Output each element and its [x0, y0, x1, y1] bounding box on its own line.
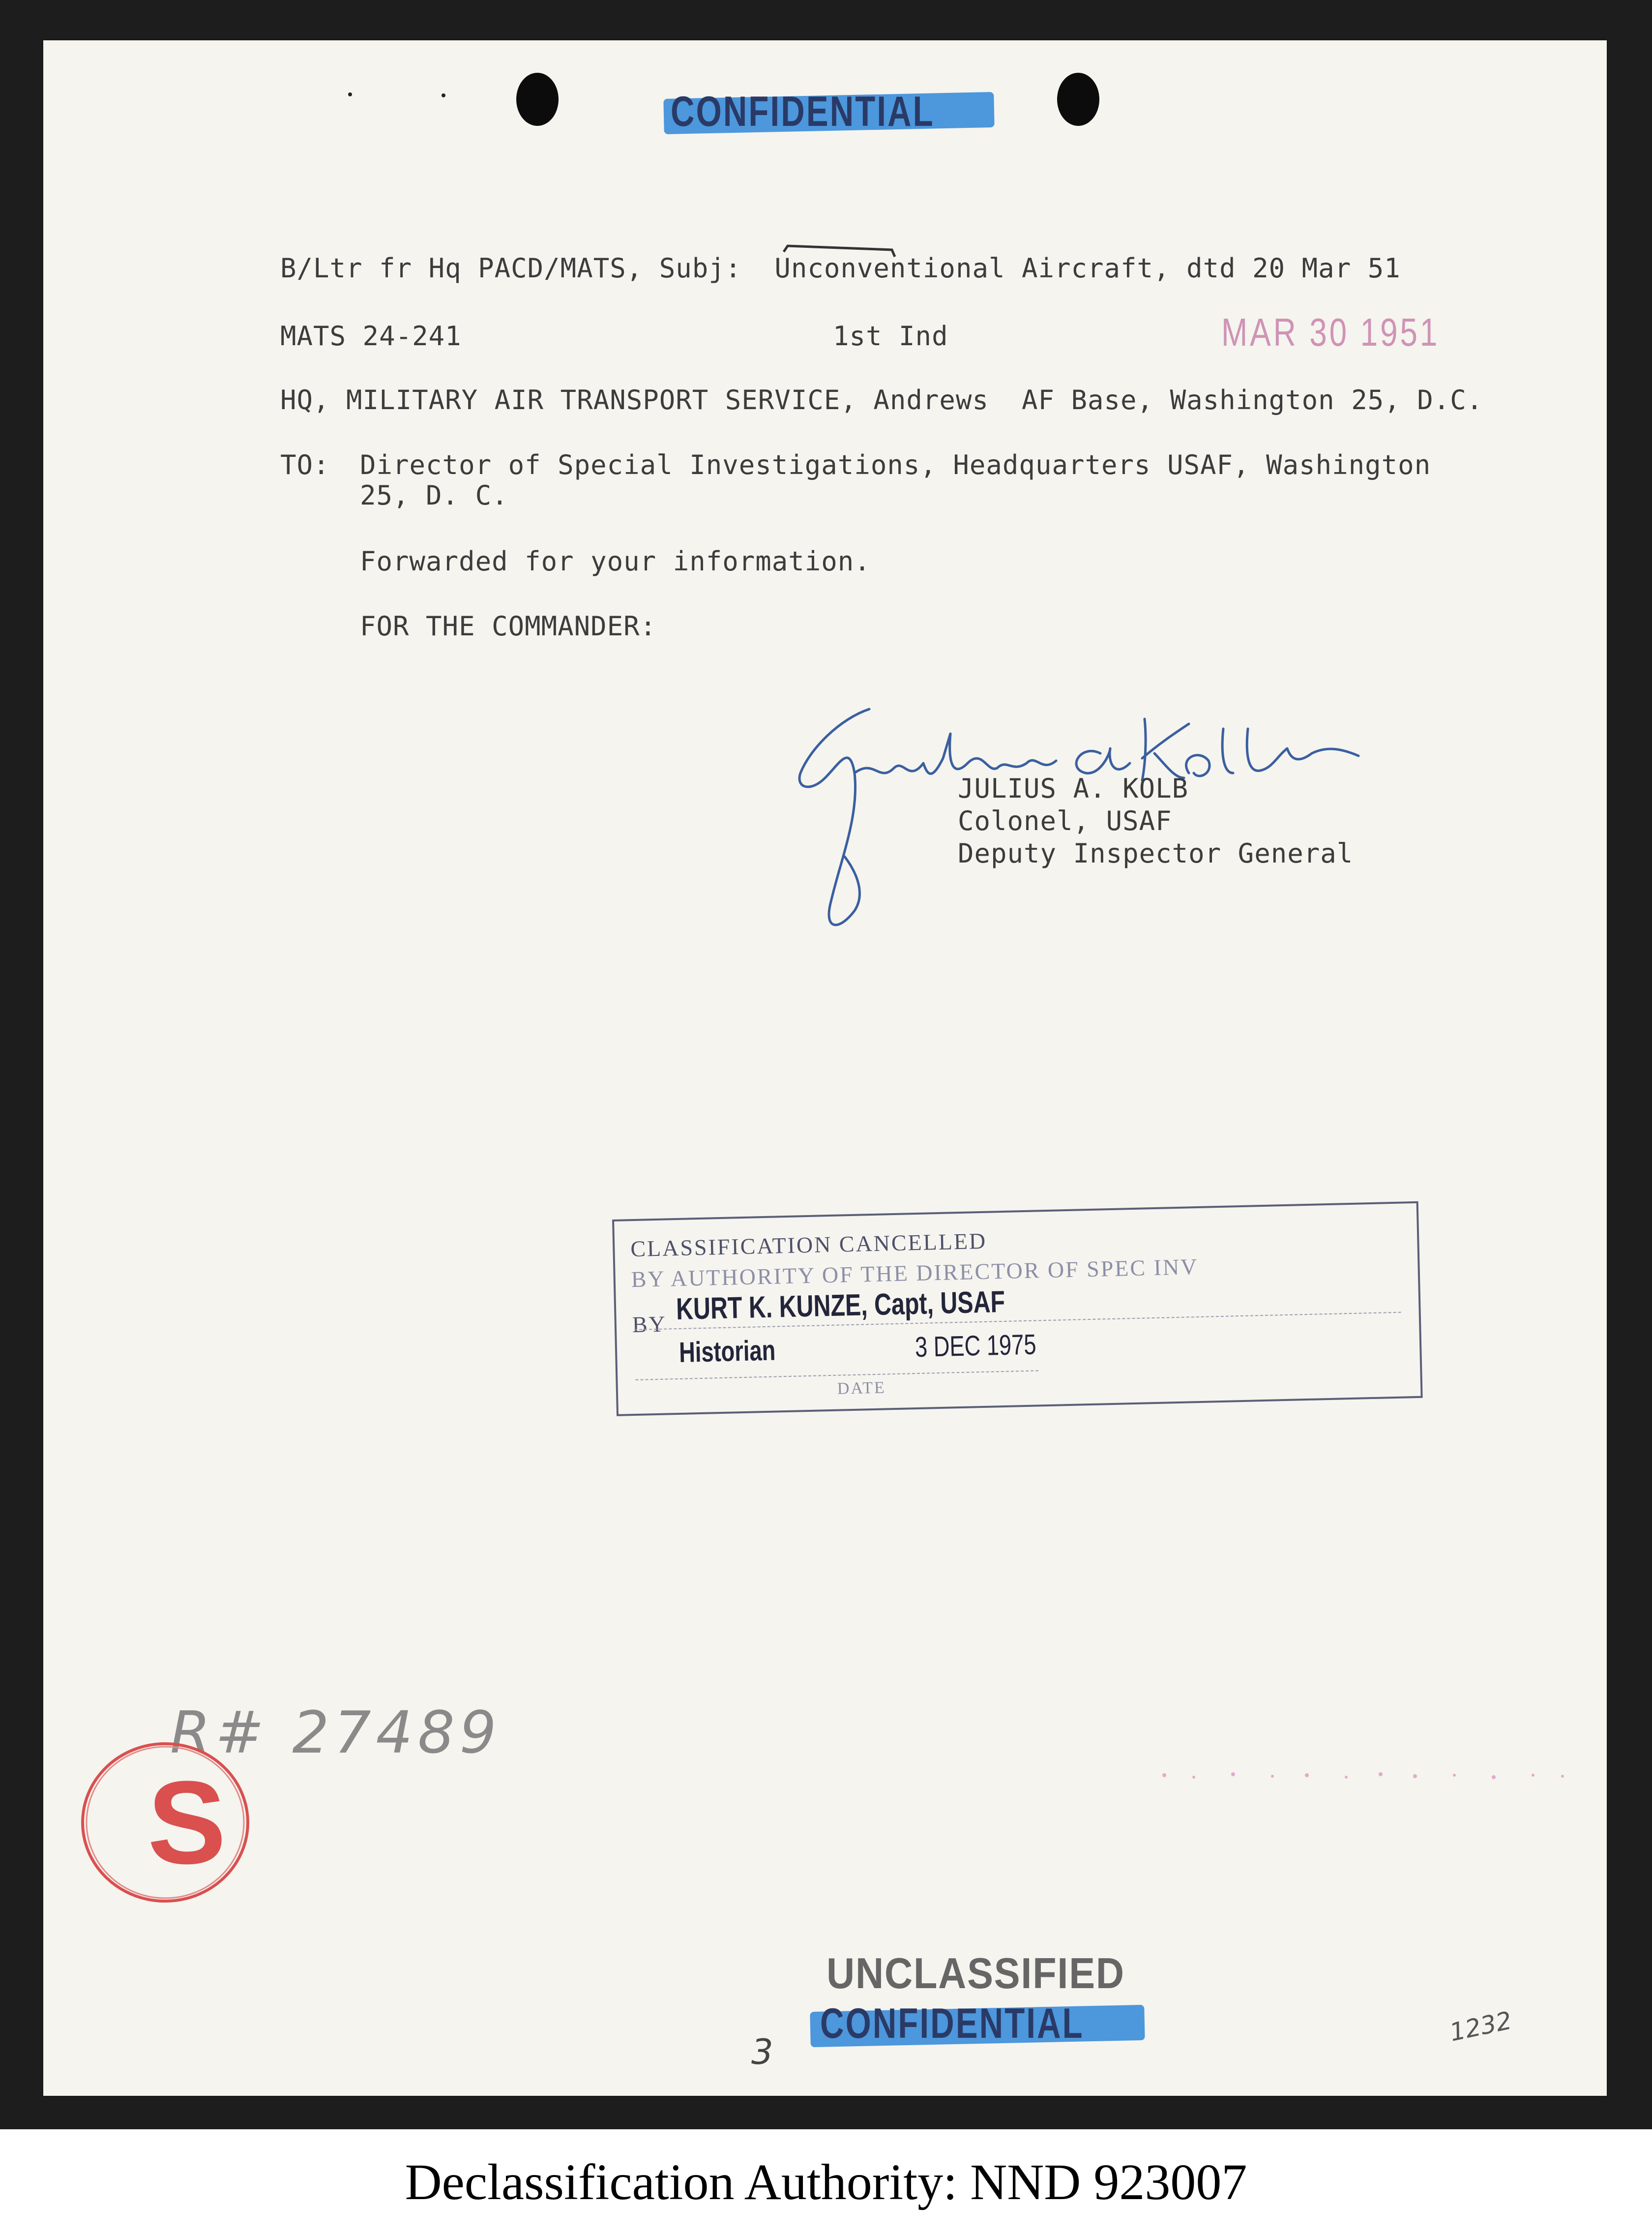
to-line-1: Director of Special Investigations, Headquarters USAF, Washington — [360, 449, 1431, 480]
stamp-by-label: BY — [632, 1311, 667, 1338]
speck — [442, 93, 445, 97]
body-text: Forwarded for your information. — [360, 546, 871, 577]
signer-name: JULIUS A. KOLB — [958, 773, 1189, 804]
stamp-line-2: BY AUTHORITY OF THE DIRECTOR OF SPEC INV — [631, 1253, 1199, 1292]
from-line: HQ, MILITARY AIR TRANSPORT SERVICE, Andrews AF Base, Washington 25, D.C. — [280, 385, 1483, 416]
received-date-stamp: MAR 30 1951 — [1221, 310, 1440, 354]
speck — [348, 92, 352, 96]
page-number: 3 — [751, 2032, 773, 2072]
signer-rank: Colonel, USAF — [958, 805, 1172, 836]
to-label: TO: — [280, 449, 330, 480]
declassification-authority: Declassification Authority: NND 923007 — [0, 2129, 1652, 2235]
punch-hole-left — [516, 73, 559, 126]
confidential-stamp-bottom: CONFIDENTIAL — [820, 2000, 1084, 2047]
faint-stamp-residue — [1159, 1765, 1572, 1785]
stamp-date-label: DATE — [837, 1378, 886, 1398]
reference-line: B/Ltr fr Hq PACD/MATS, Subj: Unconventional Aircraft, dtd 20 Mar 51 — [280, 253, 1401, 284]
corner-number: 1232 — [1447, 2006, 1514, 2047]
file-number: MATS 24-241 — [280, 321, 462, 352]
closing-line: FOR THE COMMANDER: — [360, 611, 657, 642]
stamp-date: 3 DEC 1975 — [914, 1328, 1037, 1364]
record-number: R# 27489 — [170, 1699, 502, 1766]
stamp-officer: KURT K. KUNZE, Capt, USAF — [676, 1284, 1005, 1327]
document-page — [43, 40, 1607, 2096]
classification-cancelled-stamp — [612, 1201, 1423, 1416]
stamp-line-1: CLASSIFICATION CANCELLED — [630, 1228, 987, 1262]
circled-letter: S — [147, 1757, 227, 1888]
signer-title: Deputy Inspector General — [958, 838, 1354, 869]
confidential-stamp-top: CONFIDENTIAL — [671, 88, 935, 135]
unclassified-stamp: UNCLASSIFIED — [826, 1949, 1125, 1997]
punch-hole-right — [1057, 73, 1099, 126]
to-line-2: 25, D. C. — [360, 480, 508, 511]
stamp-role: Historian — [678, 1334, 776, 1369]
indorsement: 1st Ind — [833, 321, 948, 352]
